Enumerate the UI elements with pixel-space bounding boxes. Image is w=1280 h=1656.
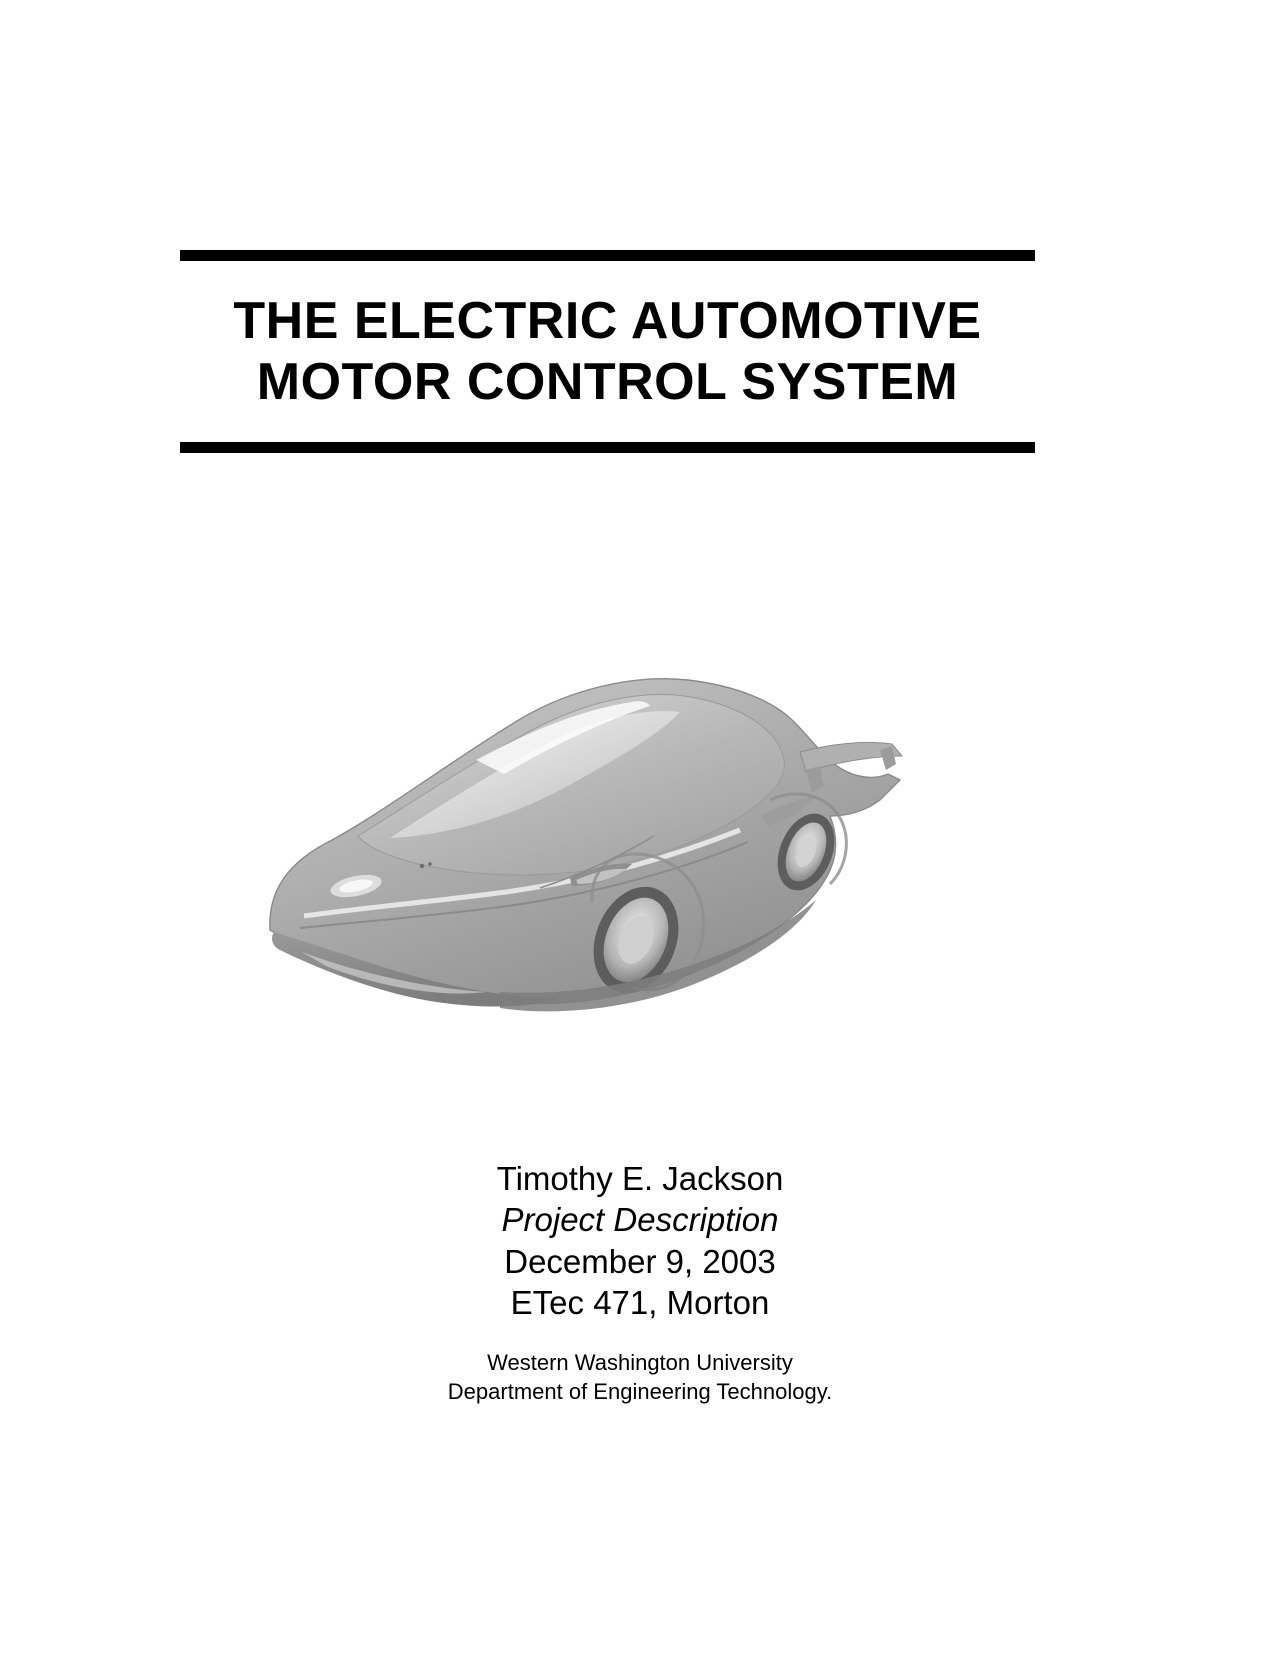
page-title [180,261,1035,442]
byline-block [0,1158,1280,1323]
author-name: Timothy E. Jackson [496,1160,784,1197]
page-title-line-1: THE ELECTRIC AUTOMOTIVE [233,292,982,350]
course-label: ETec 471, Morton [510,1283,770,1321]
document-date: December 9, 2003 [504,1242,776,1280]
affiliation-block [0,1348,1280,1406]
department-name: Department of Engineering Technology. [447,1379,833,1405]
electric-sports-car-rendering [240,640,920,1030]
document-type: Project Description [501,1201,779,1239]
title-block [180,250,1035,453]
title-rule-top [180,250,1035,261]
page-title-line-2: MOTOR CONTROL SYSTEM [256,353,959,412]
institution-name: Western Washington University [487,1350,793,1375]
title-rule-bottom [180,442,1035,453]
